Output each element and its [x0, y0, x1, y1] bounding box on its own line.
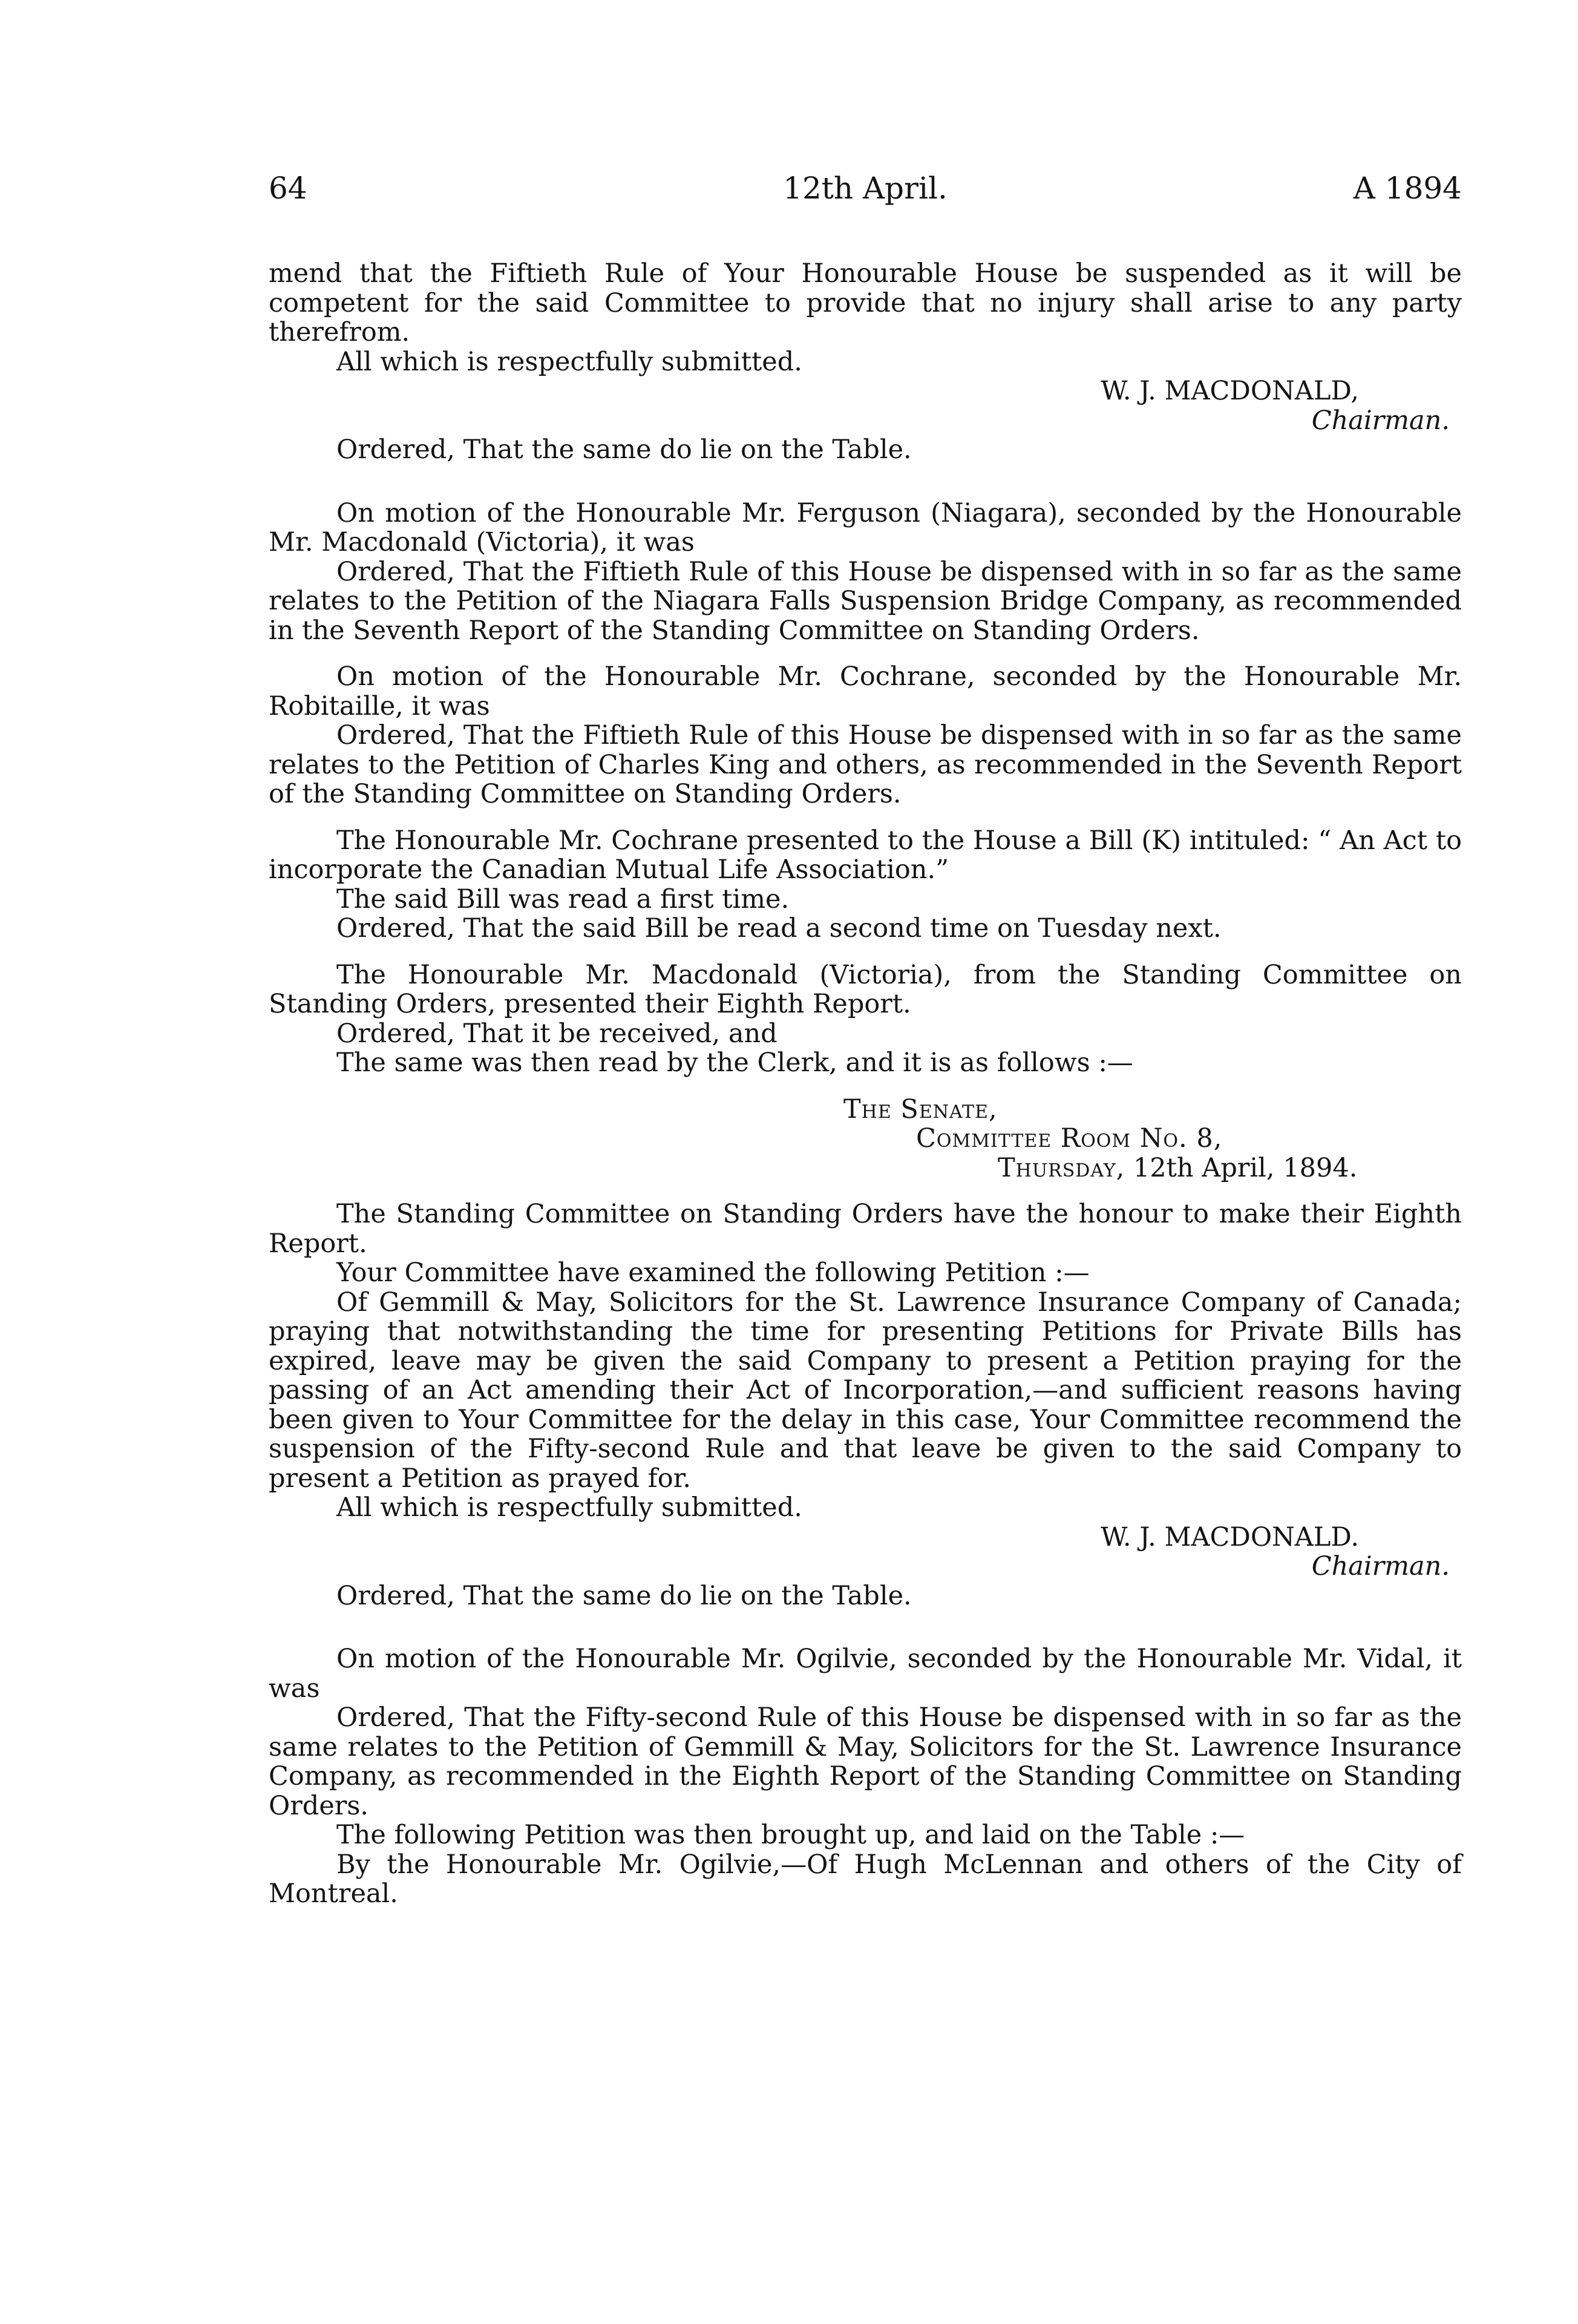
paragraph: mend that the Fiftieth Rule of Your Honourable House be suspended as it will be competent for the said Committee to provide that no injury shall arise to any party therefrom.: [269, 258, 1462, 347]
signature-block: [269, 1523, 1462, 1581]
paragraph: Ordered, That the said Bill be read a second time on Tuesday next.: [336, 913, 1222, 944]
address-text: Committee Room No. 8,: [916, 1123, 1223, 1154]
paragraph: On motion of the Honourable Mr. Ferguson (Niagara), seconded by the Honourable Mr. Macdonald (Victoria), it was: [269, 497, 1462, 557]
paragraph: Of Gemmill & May, Solicitors for the St. Lawrence Insurance Company of Canada; praying that notwithstanding the time for presenting Petitions for Private Bills has expired, leave may be given the said Company to present a Petition praying for the passing of an Act amending their Act of Incorporation,—and sufficient reasons having been given to Your Committee for the delay in this case, Your Committee recommend the suspension of the Fifty-second Rule and that leave be given to the said Company to present a Petition as prayed for.: [269, 1287, 1462, 1494]
paragraph: The following Petition was then brought up, and laid on the Table :—: [336, 1820, 1245, 1850]
paragraph: On motion of the Honourable Mr. Ogilvie, seconded by the Honourable Mr. Vidal, it was: [269, 1644, 1462, 1704]
address-line: [269, 1124, 1462, 1154]
paragraph: Ordered, That the same do lie on the Table.: [336, 1580, 912, 1611]
address-line: [269, 1154, 1462, 1183]
address-day: Thursday,: [998, 1152, 1125, 1183]
page-body: [269, 259, 1462, 1909]
paragraph: The Honourable Mr. Macdonald (Victoria), from the Standing Committee on Standing Orders, presented their Eighth Report.: [269, 959, 1462, 1019]
running-header: [269, 171, 1462, 225]
paragraph: The same was then read by the Clerk, and it is as follows :—: [336, 1048, 1133, 1078]
paragraph: The Honourable Mr. Cochrane presented to the House a Bill (K) intituled: “ An Act to incorporate the Canadian Mutual Life Association.”: [269, 825, 1462, 885]
address-line: The Senate,: [843, 1094, 998, 1124]
signature-name: W. J. MACDONALD,: [1101, 376, 1359, 406]
paragraph: Ordered, That the Fifty-second Rule of this House be dispensed with in so far as the same relates to the Petition of Gemmill & May, Solicitors for the St. Lawrence Insurance Company, as recommended in the Eighth Report of the Standing Committee on Standing Orders.: [269, 1702, 1462, 1821]
paragraph: The said Bill was read a first time.: [336, 884, 790, 914]
address-date: 12th April, 1894.: [1133, 1152, 1358, 1183]
paragraph: Ordered, That it be received, and: [336, 1018, 778, 1049]
paragraph: All which is respectfully submitted.: [336, 1492, 802, 1523]
paragraph: Ordered, That the Fiftieth Rule of this House be dispensed with in so far as the same relates to the Petition of the Niagara Falls Suspension Bridge Company, as recommended in the Seventh Report of the Standing Committee on Standing Orders.: [269, 556, 1462, 646]
header-year: A 1894: [1353, 171, 1462, 206]
paragraph: Ordered, That the same do lie on the Table.: [336, 435, 912, 465]
paragraph: Your Committee have examined the following Petition :—: [336, 1258, 1090, 1288]
paragraph: The Standing Committee on Standing Orders have the honour to make their Eighth Report.: [269, 1199, 1462, 1259]
signature-role: Chairman.: [1311, 405, 1450, 436]
signature-role: Chairman.: [1311, 1551, 1450, 1581]
paragraph: On motion of the Honourable Mr. Cochrane, seconded by the Honourable Mr. Robitaille, it was: [269, 661, 1462, 721]
header-date: 12th April.: [783, 171, 948, 206]
paragraph: By the Honourable Mr. Ogilvie,—Of Hugh McLennan and others of the City of Montreal.: [269, 1849, 1462, 1909]
paragraph: All which is respectfully submitted.: [336, 346, 802, 377]
paragraph: Ordered, That the Fiftieth Rule of this House be dispensed with in so far as the same relates to the Petition of Charles King and others, as recommended in the Seventh Report of the Standing Committee on Standing Orders.: [269, 720, 1462, 809]
report-address: [269, 1095, 1462, 1183]
signature-block: [269, 376, 1462, 435]
page-number: 64: [269, 171, 307, 206]
signature-name: W. J. MACDONALD.: [1101, 1521, 1359, 1552]
